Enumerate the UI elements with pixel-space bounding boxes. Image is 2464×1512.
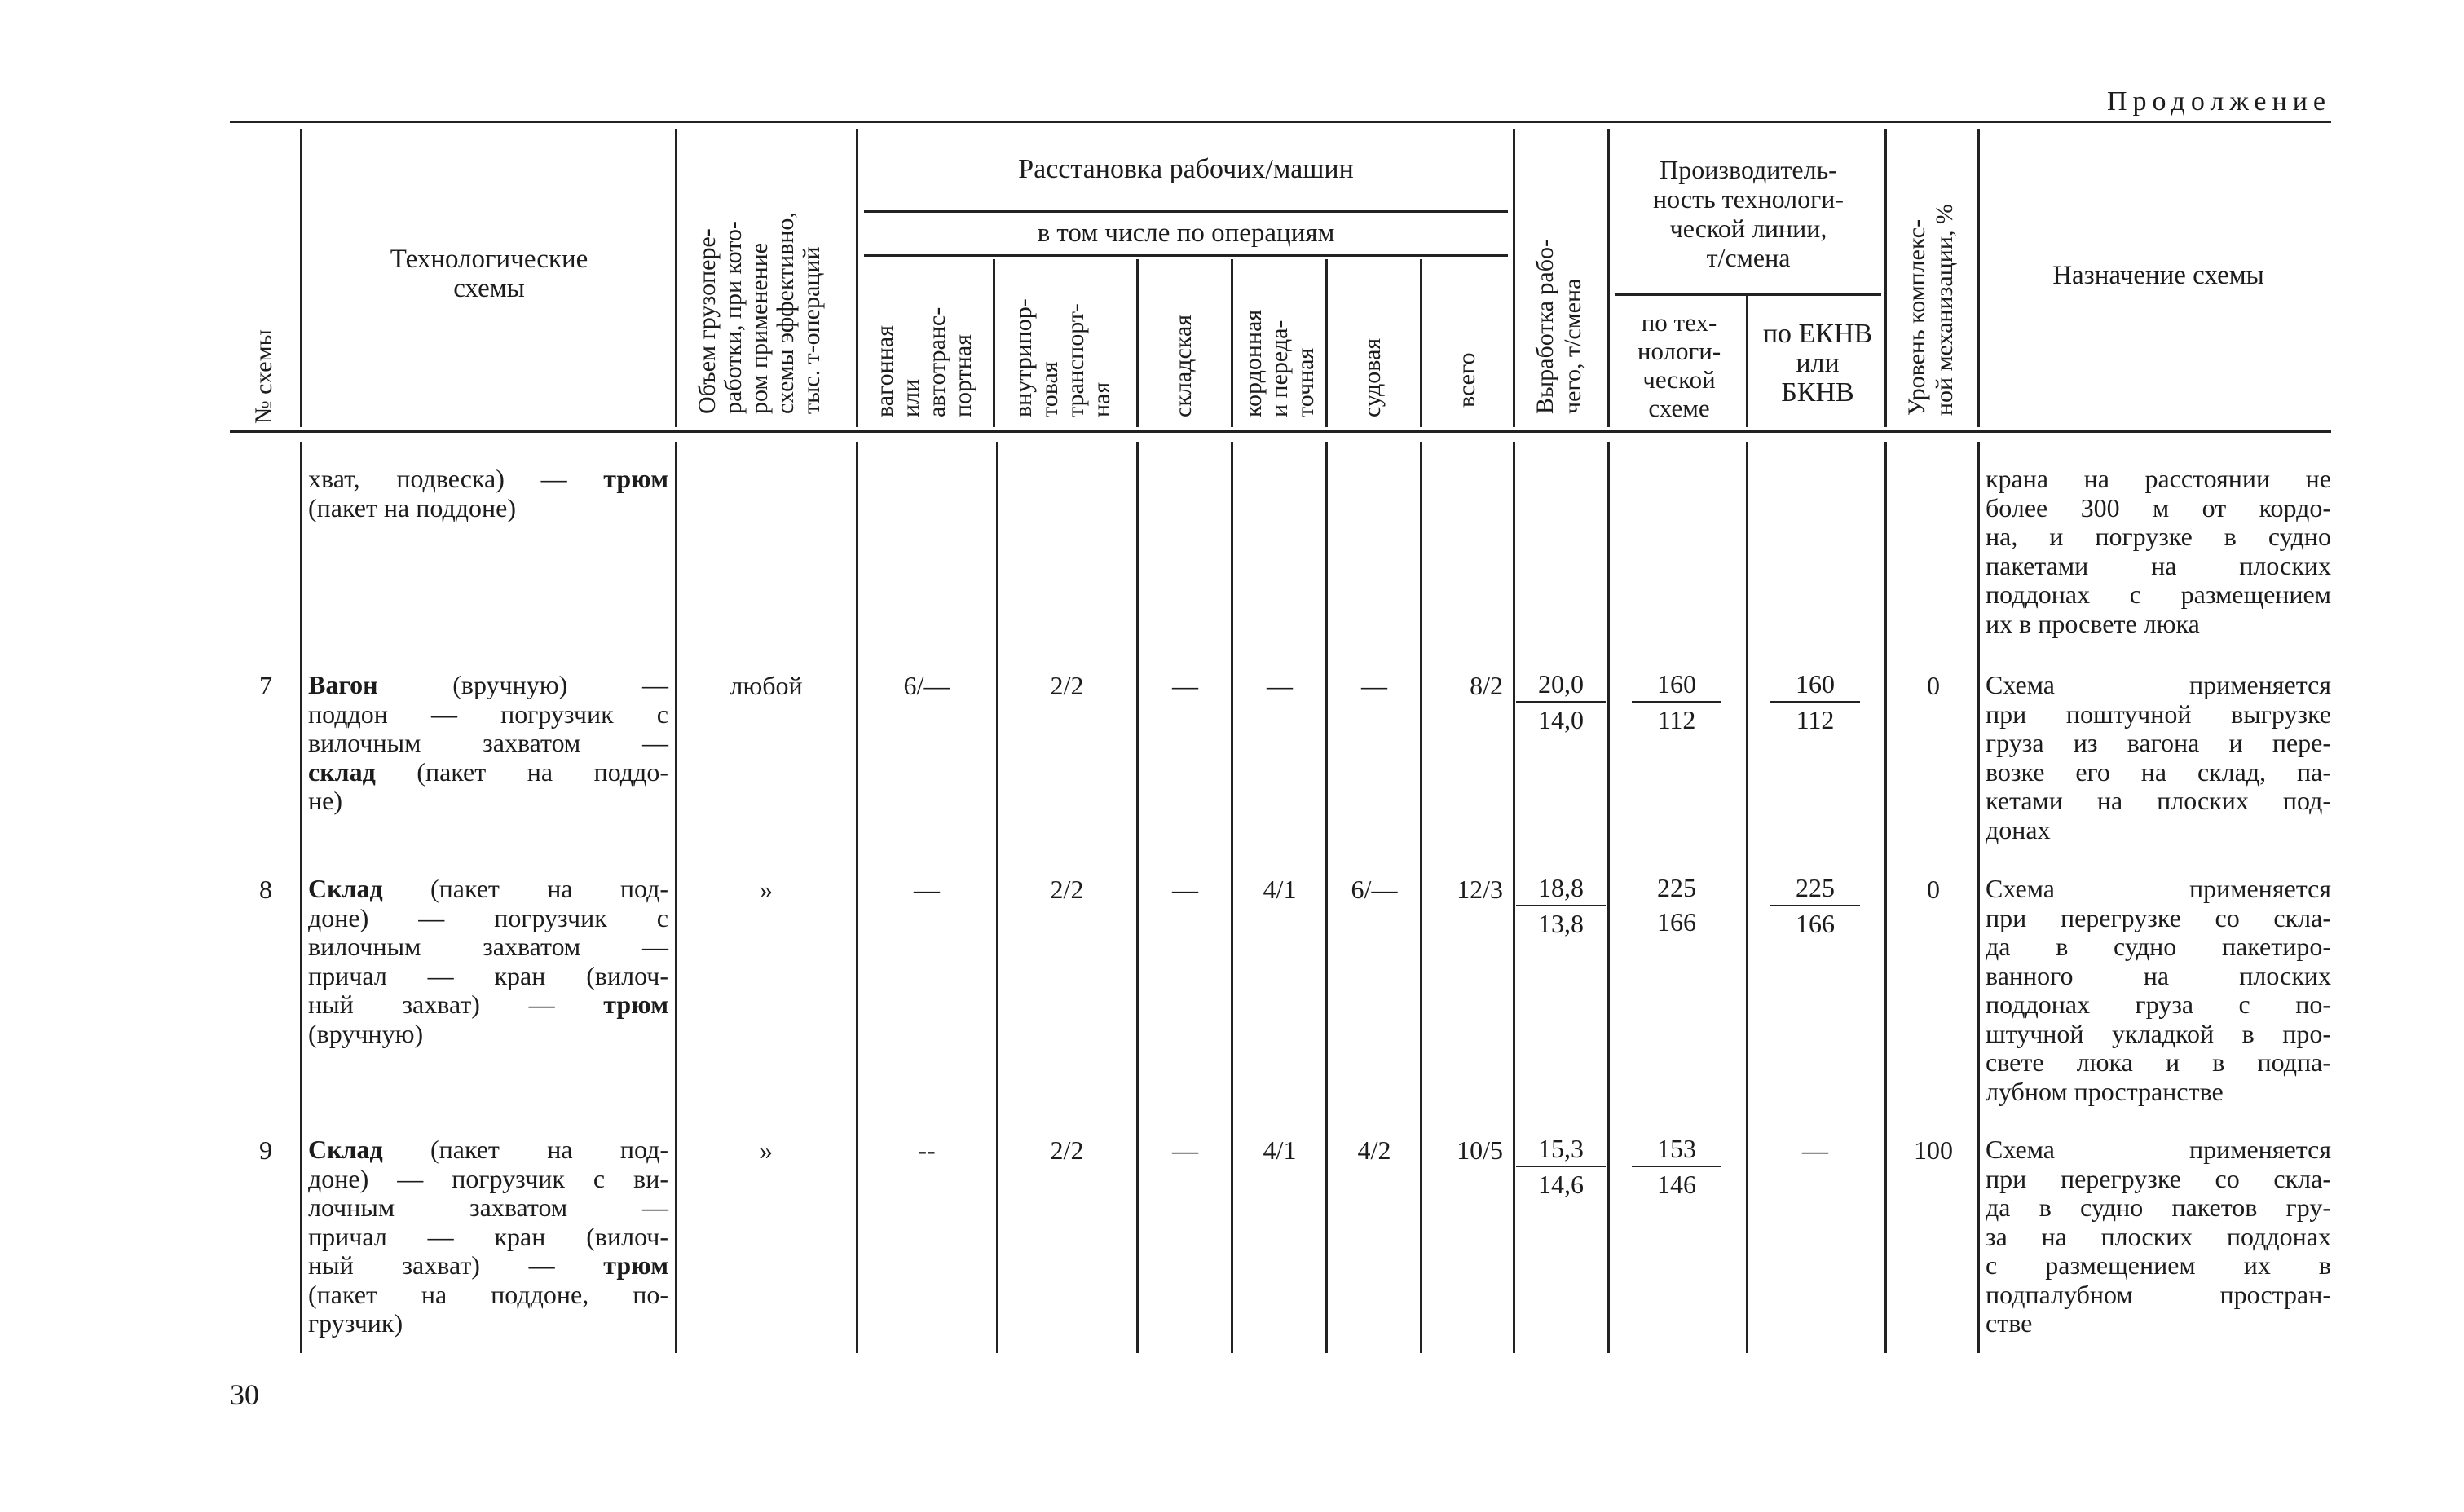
text-line: при перегрузке со скла- [1986,1163,2331,1193]
text-line: их в просвете люка [1986,608,2200,638]
header-by-operations: в том числе по операциям [1037,218,1335,248]
scheme-text [308,875,668,1048]
productivity-denominator: 112 [1657,705,1696,734]
col-divider [1607,442,1610,1353]
header-op-cordon-line: кордонная [1240,309,1267,417]
table-top-rule [230,121,2331,123]
col-divider [300,129,302,427]
internal-cell: 2/2 [1050,875,1084,904]
text-line: Вагон (вручную) — [308,670,668,699]
header-purpose: Назначение схемы [2052,261,2264,290]
col-divider [1231,259,1233,427]
text-line: груза из вагона и пере- [1986,728,2331,757]
header-output-line: чего, т/смена [1559,278,1586,414]
productivity-numerator: 153 [1632,1131,1721,1167]
eknv-numerator: 160 [1770,667,1860,703]
header-bottom-rule [230,430,2331,433]
text-line: Схема применяется [1986,670,2331,699]
internal-cell: 2/2 [1050,1135,1084,1165]
text-line: ванного на плоских [1986,960,2331,990]
col-divider [1884,129,1887,427]
col-divider [1136,259,1139,427]
purpose-text [1986,875,2331,1106]
wagon-cell: -- [918,1135,936,1165]
productivity-denominator: 166 [1657,907,1696,937]
text-line: ный захват) — трюм [308,990,668,1019]
output-fraction [1516,667,1606,737]
col-divider [675,129,677,427]
col-divider [1231,442,1233,1353]
header-tech-schemes: Технологические схемы [390,245,588,303]
ship-cell: 6/— [1351,875,1398,904]
header-op-internal-line: товая [1036,361,1063,417]
eknv-fraction [1770,667,1860,737]
text-line: лочным захватом — [308,1192,668,1222]
header-op-cordon-line: и переда- [1266,320,1293,417]
eknv-numerator: 225 [1770,871,1860,906]
text-line: вилочным захватом — [308,728,668,757]
text-line: (вручную) [308,1018,424,1048]
operations-rule [864,254,1508,257]
text-line: более 300 м от кордо- [1986,492,2331,522]
output-numerator: 20,0 [1516,667,1606,703]
text-line: доне) — погрузчик с ви- [308,1163,668,1193]
text-line: поддонах груза с по- [1986,990,2331,1019]
text-line: грузчик) [308,1308,403,1338]
output-fraction [1516,871,1606,941]
text-line: лубном пространстве [1986,1076,2224,1106]
warehouse-cell: — [1172,671,1198,700]
productivity-numerator: 160 [1632,667,1721,703]
eknv-denominator: 112 [1796,705,1835,734]
volume-cell: » [760,875,773,904]
col-divider [993,259,995,427]
text-line: подпалубном простран- [1986,1279,2331,1309]
header-op-internal-line: внутрипор- [1010,298,1037,417]
text-line: причал — кран (вилоч- [308,960,668,990]
continuation-label: Продолжение [2106,86,2331,117]
header-op-internal-line: ная [1088,381,1115,417]
col-divider [300,442,302,1353]
scheme-number: 9 [259,1135,272,1165]
ship-cell: — [1361,671,1387,700]
cordon-cell: 4/1 [1263,1135,1297,1165]
text-line: кетами на плоских под- [1986,786,2331,815]
output-denominator: 13,8 [1538,909,1584,938]
text-line: причал — кран (вилоч- [308,1221,668,1251]
header-op-wagon-line: портная [950,334,976,417]
text-line: да в судно пакетов гру- [1986,1192,2331,1222]
col-divider [1884,442,1887,1353]
productivity-fraction [1632,667,1721,737]
header-op-wagon-line: автотранс- [923,306,950,417]
header-volume-line: работки, при кото- [720,221,747,414]
header-op-cordon-line: точная [1292,347,1319,417]
total-cell: 10/5 [1457,1135,1503,1165]
mech-level-cell: 0 [1927,875,1940,904]
eknv-denominator: 166 [1796,909,1835,938]
text-line: поддонах с размещением [1986,580,2331,609]
text-line: ный захват) — трюм [308,1250,668,1280]
output-denominator: 14,0 [1538,705,1584,734]
header-productivity: Производитель- ность технологи- ческой линии, т/смена [1652,155,1845,272]
col-divider [1136,442,1139,1353]
col-divider [1325,442,1328,1353]
text-line: крана на расстоянии не [1986,464,2331,493]
productivity-fraction [1632,871,1721,939]
mech-level-cell: 0 [1927,671,1940,700]
purpose-text [1986,671,2331,844]
text-line: при поштучной выгрузке [1986,699,2331,729]
text-line: пакетами на плоских [1986,550,2331,580]
header-volume-line: Объем грузопере- [694,228,721,414]
col-divider [1420,259,1422,427]
col-divider [1513,442,1515,1353]
text-line: Схема применяется [1986,1135,2331,1164]
col-divider [1607,129,1610,427]
header-volume-line: ром применение [746,242,773,414]
volume-cell: » [760,1135,773,1165]
mech-level-cell: 100 [1914,1135,1953,1165]
scheme-number: 8 [259,875,272,904]
text-line: донах [1986,814,2051,844]
output-denominator: 14,6 [1538,1170,1584,1199]
cordon-cell: — [1267,671,1293,700]
text-line: штучной укладкой в про- [1986,1018,2331,1048]
header-by-tech: по тех- нологи- ческой схеме [1637,308,1721,422]
text-line: при перегрузке со скла- [1986,902,2331,932]
internal-cell: 2/2 [1050,671,1084,700]
text-line: хват, подвеска) — трюм [308,464,668,493]
text-line: Склад (пакет на под- [308,1135,668,1164]
eknv-fraction [1770,871,1860,941]
col-divider [1746,295,1748,427]
page-number: 30 [230,1378,259,1411]
warehouse-cell: — [1172,875,1198,904]
header-volume-line: тыс. т-операций [798,246,825,414]
wagon-cell: — [914,875,940,904]
text-line: не) [308,786,342,815]
output-numerator: 18,8 [1516,871,1606,906]
scheme-text [308,671,668,816]
placement-rule [864,210,1508,213]
text-line: поддон — погрузчик с [308,699,668,729]
warehouse-cell: — [1172,1135,1198,1165]
output-numerator: 15,3 [1516,1131,1606,1167]
col-divider [1325,259,1328,427]
text-line: стве [1986,1308,2033,1338]
text-line: вилочным захватом — [308,932,668,961]
output-fraction [1516,1131,1606,1201]
header-placement: Расстановка рабочих/машин [1018,154,1354,184]
productivity-numerator: 225 [1657,873,1696,902]
productivity-rule [1615,293,1881,296]
wagon-cell: 6/— [903,671,950,700]
header-op-warehouse: складская [1170,315,1197,417]
col-divider [856,129,858,427]
total-cell: 8/2 [1470,671,1503,700]
col-divider [675,442,677,1353]
cordon-cell: 4/1 [1263,875,1297,904]
header-output-line: Выработка рабо- [1532,239,1558,414]
header-scheme-no: № схемы [250,329,277,424]
text-line: Склад (пакет на под- [308,874,668,903]
text-line: доне) — погрузчик с [308,902,668,932]
eknv-cell: — [1802,1135,1828,1165]
text-line: Схема применяется [1986,874,2331,903]
scheme-text [308,1135,668,1338]
col-divider [1977,129,1980,427]
header-op-ship: судовая [1359,337,1386,417]
text-line: свете люка и в подпа- [1986,1047,2331,1077]
productivity-fraction [1632,1131,1721,1201]
volume-cell: любой [730,671,803,700]
header-op-wagon-line: вагонная [871,325,898,417]
text-line: склад (пакет на поддо- [308,756,668,787]
col-divider [1513,129,1515,427]
header-op-internal-line: транспорт- [1062,303,1089,417]
total-cell: 12/3 [1457,875,1503,904]
header-mech-line: Уровень комплекс- [1903,218,1930,416]
col-divider [856,442,858,1353]
text-line: (пакет на поддоне) [308,492,516,522]
header-op-total: всего [1453,352,1480,408]
header-by-eknv: по ЕКНВ или БКНВ [1762,319,1873,408]
ship-cell: 4/2 [1357,1135,1391,1165]
col-divider [996,442,998,1353]
text-line: (пакет на поддоне, по- [308,1279,668,1309]
scheme-text [308,465,668,522]
col-divider [1977,442,1980,1353]
text-line: возке его на склад, па- [1986,756,2331,787]
productivity-denominator: 146 [1657,1170,1696,1199]
header-mech-line: ной механизации, % [1931,204,1958,416]
header-op-wagon-line: или [897,378,924,417]
text-line: да в судно пакетиро- [1986,932,2331,961]
header-volume-line: схемы эффективно, [772,212,799,414]
text-line: с размещением их в [1986,1250,2331,1280]
purpose-text [1986,1135,2331,1338]
scheme-number: 7 [259,671,272,700]
col-divider [1420,442,1422,1353]
col-divider [1746,442,1748,1353]
purpose-text [1986,465,2331,638]
text-line: за на плоских поддонах [1986,1221,2331,1251]
text-line: на, и погрузке в судно [1986,522,2331,551]
